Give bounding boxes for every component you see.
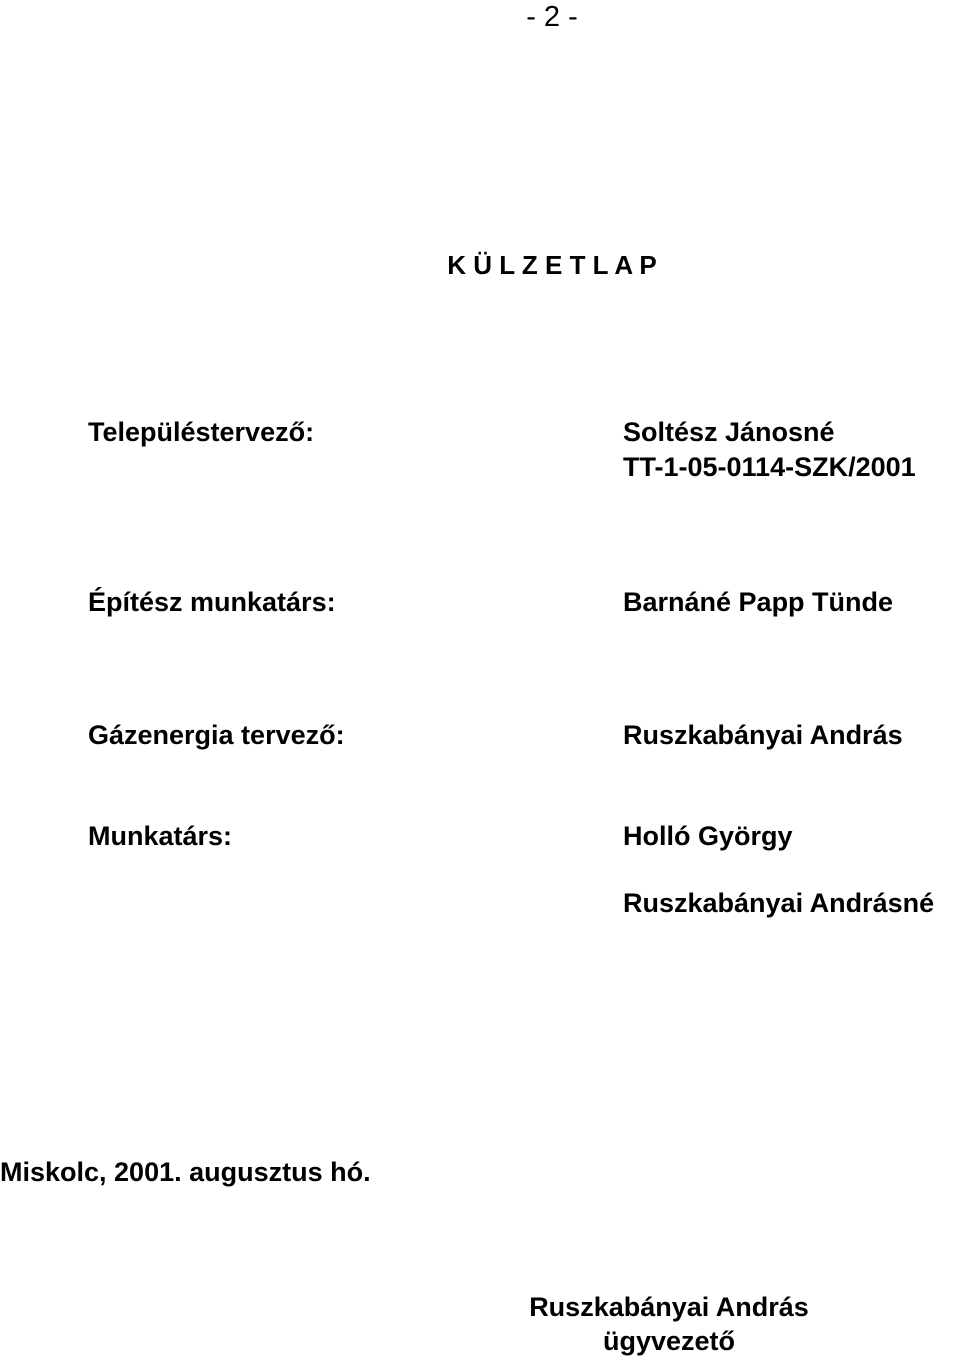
entry-value-associate-2: Ruszkabányai Andrásné	[623, 888, 935, 918]
entry-label-urban-planner: Településtervező:	[88, 417, 315, 447]
entry-label-gas-energy-designer: Gázenergia tervező:	[88, 720, 345, 750]
entry-label-architect-associate: Építész munkatárs:	[88, 587, 336, 617]
entry-value-urban-planner-name: Soltész Jánosné	[623, 417, 835, 447]
signature-name: Ruszkabányai András	[529, 1292, 809, 1322]
document-title: K Ü L Z E T L A P	[447, 250, 657, 280]
signature-role: ügyvezető	[602, 1326, 736, 1356]
entry-value-urban-planner-license: TT-1-05-0114-SZK/2001	[623, 452, 916, 482]
page-number: - 2 -	[526, 1, 578, 33]
entry-label-associate: Munkatárs:	[88, 821, 233, 851]
entry-value-gas-energy-designer: Ruszkabányai András	[623, 720, 903, 750]
entry-value-associate-1: Holló György	[623, 821, 793, 851]
place-date: Miskolc, 2001. augusztus hó.	[0, 1157, 371, 1187]
entry-value-architect-associate: Barnáné Papp Tünde	[623, 587, 894, 617]
